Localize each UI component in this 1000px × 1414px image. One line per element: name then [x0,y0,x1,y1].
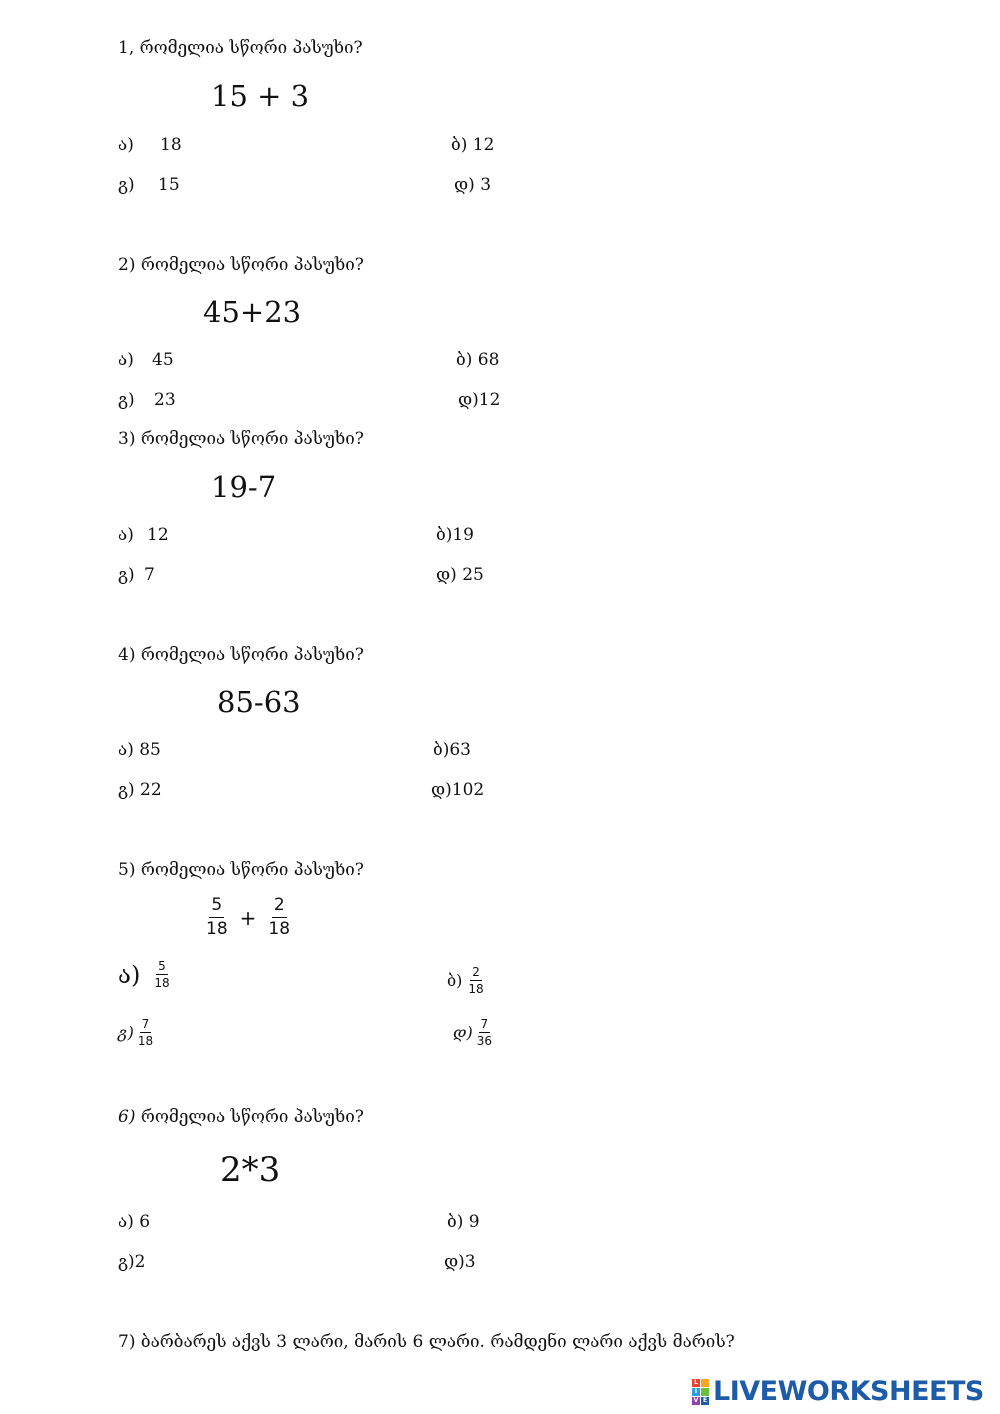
question-2-prompt: 2) რომელია სწორი პასუხი? [118,255,364,275]
option-a-fraction [152,960,171,989]
question-7-prompt: 7) ბარბარეს აქვს 3 ლარი, მარის 6 ლარი. რამდენი ლარი აქვს მარის? [118,1332,735,1352]
question-1-option-a-value: 18 [160,135,182,155]
question-2-option-g-value: 23 [154,390,176,410]
question-1-expression: 15 + 3 [211,79,310,113]
question-5-option-d [453,1018,494,1047]
question-5-prompt: 5) რომელია სწორი პასუხი? [118,860,364,880]
option-b-denominator: 18 [468,982,484,996]
liveworksheets-logo-text: LIVEWORKSHEETS [713,1376,984,1407]
question-1-option-a-label: ა) [118,135,134,155]
question-2-option-b: ბ) 68 [456,350,500,370]
fraction-left-denominator: 18 [206,919,228,939]
question-2-expression: 45+23 [203,295,302,329]
question-2-option-d: დ)12 [458,390,501,410]
liveworksheets-logo-icon [692,1379,709,1405]
liveworksheets-logo [692,1376,984,1407]
option-g-numerator: 7 [141,1017,150,1031]
question-3-prompt: 3) რომელია სწორი პასუხი? [118,429,364,449]
question-3-option-b: ბ)19 [436,525,474,545]
question-4-option-g: გ) 22 [118,780,162,800]
question-4-expression: 85-63 [217,685,301,719]
question-3-expression: 19-7 [211,470,277,504]
question-3-option-d: დ) 25 [436,565,484,585]
logo-tile: V [693,1396,699,1404]
question-6-expression: 2*3 [220,1150,281,1190]
option-a-numerator: 5 [158,959,166,973]
logo-tile: I [692,1388,700,1396]
plus-operator: + [239,905,257,930]
option-d-label: დ) [453,1023,473,1042]
question-5-expression [204,897,292,938]
option-a-label: ა) [118,960,141,989]
question-3-option-g-value: 7 [144,565,155,585]
question-1-option-g-value: 15 [158,175,180,195]
question-2-option-a-value: 45 [152,350,174,370]
logo-tile: L [692,1379,700,1387]
fraction-right-denominator: 18 [268,919,291,939]
logo-tile [701,1379,709,1387]
question-2-option-a-label: ა) [118,350,134,370]
option-b-label: ბ) [447,971,463,990]
question-3-option-a-value: 12 [147,525,169,545]
logo-tile: E [702,1396,708,1404]
option-b-fraction [466,966,485,995]
question-4-option-d: დ)102 [431,780,485,800]
logo-tile [701,1388,709,1396]
question-6-option-b: ბ) 9 [447,1212,480,1232]
question-4-option-a: ა) 85 [118,740,161,760]
question-1-prompt: 1, რომელია სწორი პასუხი? [118,38,363,58]
question-5-option-b [447,966,486,995]
question-4-option-b: ბ)63 [433,740,471,760]
question-5-option-a [118,960,172,989]
option-d-fraction [475,1018,494,1047]
question-6-number: 6) [118,1107,136,1127]
fraction-right [266,897,292,938]
question-6-prompt [118,1107,364,1127]
question-3-option-g-label: გ) [118,565,135,585]
question-5-option-g [118,1018,155,1047]
question-1-option-g-label: გ) [118,175,135,195]
question-6-option-g: გ)2 [118,1252,146,1272]
question-3-option-a-label: ა) [118,525,134,545]
fraction-right-numerator: 2 [272,897,287,918]
option-b-numerator: 2 [472,965,480,979]
question-2-option-g-label: გ) [118,390,135,410]
question-1-option-d: დ) 3 [454,175,492,195]
option-g-denominator: 18 [137,1034,154,1048]
option-g-label: გ) [118,1023,134,1042]
question-1-option-b: ბ) 12 [451,135,495,155]
option-d-numerator: 7 [480,1017,489,1031]
question-4-prompt: 4) რომელია სწორი პასუხი? [118,645,364,665]
option-d-denominator: 36 [476,1034,493,1048]
fraction-left [204,897,230,938]
option-g-fraction [136,1018,155,1047]
question-6-option-d: დ)3 [444,1252,476,1272]
fraction-left-numerator: 5 [209,897,224,918]
question-6-text: რომელია სწორი პასუხი? [135,1107,364,1127]
question-6-option-a: ა) 6 [118,1212,151,1232]
option-a-denominator: 18 [154,976,170,990]
